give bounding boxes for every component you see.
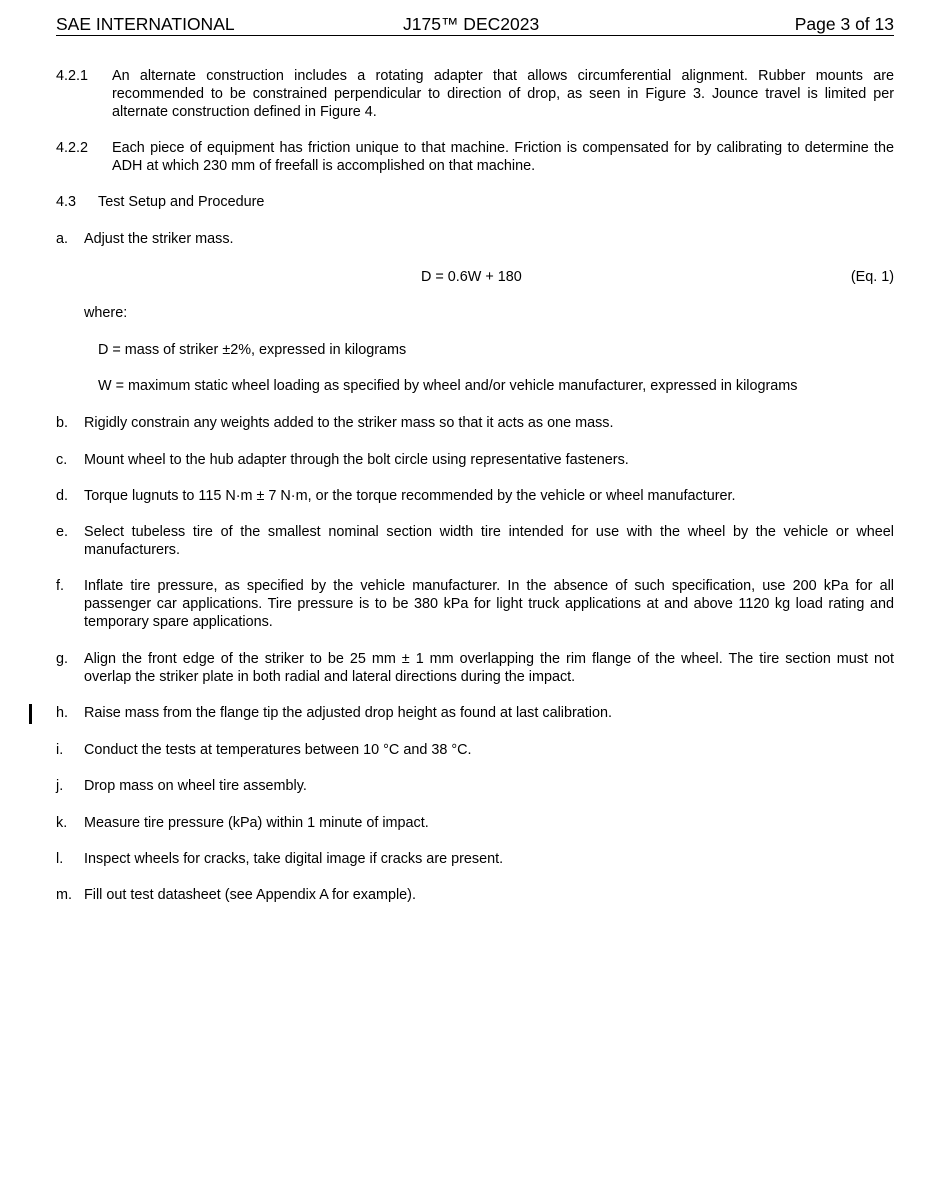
step-text: Rigidly constrain any weights added to the striker mass so that it acts as one mass. [84,415,614,431]
step-text: Torque lugnuts to 115 N·m ± 7 N·m, or the torque recommended by the vehicle or wheel manufacturer. [84,488,736,504]
step-label: h. [56,705,69,721]
section-title: Test Setup and Procedure [98,194,265,210]
step-text: Align the front edge of the striker to be 25 mm ± 1 mm overlapping the rim flange of the wheel. The tire section must not overlap the striker plate in both radial and lateral directions during the impact. [84,651,894,686]
header-document-id: J175™ DEC2023 [403,14,540,34]
section-text: Each piece of equipment has friction unique to that machine. Friction is compensated for by calibrating to determine the ADH at which 230 mm of freefall is accomplished on that machine. [112,140,894,175]
definition-d: D = mass of striker ±2%, expressed in kilograms [98,342,407,358]
step-label: d. [56,488,69,504]
equation-label: (Eq. 1) [850,269,894,285]
step-text: Inspect wheels for cracks, take digital image if cracks are present. [84,851,504,867]
step-text: Mount wheel to the hub adapter through the bolt circle using representative fasteners. [84,452,629,468]
header-page-number: Page 3 of 13 [794,14,894,34]
step-text: Fill out test datasheet (see Appendix A for example). [84,887,416,903]
definition-w: W = maximum static wheel loading as specified by wheel and/or vehicle manufacturer, expressed in kilograms [98,378,798,394]
step-text: Measure tire pressure (kPa) within 1 minute of impact. [84,815,429,831]
header-organization: SAE INTERNATIONAL [56,14,235,34]
step-label: f. [56,578,64,594]
step-text: Select tubeless tire of the smallest nominal section width tire intended for use with the wheel by the vehicle or wheel manufacturers. [84,524,894,559]
step-label: l. [56,851,64,867]
step-text: Conduct the tests at temperatures between 10 °C and 38 °C. [84,742,472,758]
step-text: Raise mass from the flange tip the adjusted drop height as found at last calibration. [84,705,612,721]
step-text: Adjust the striker mass. [84,231,234,247]
step-label: k. [56,815,68,831]
section-text: An alternate construction includes a rotating adapter that allows circumferential alignment. Rubber mounts are recommended to be constrained perpendicular to direction of drop, as seen in Figure 3. Jounce travel is limited per alternate construction defined in Figure 4. [112,68,894,121]
section-number: 4.3 [56,194,77,210]
step-text: Drop mass on wheel tire assembly. [84,778,307,794]
step-label: g. [56,651,69,667]
step-label: a. [56,231,69,247]
section-number: 4.2.1 [56,68,89,84]
step-label: j. [56,778,64,794]
step-text: Inflate tire pressure, as specified by the vehicle manufacturer. In the absence of such specification, use 200 kPa for all passenger car applications. Tire pressure is to be 380 kPa for light truck applications at and above 1120 kg load rating and temporary spare applications. [84,578,894,631]
equation-formula: D = 0.6W + 180 [421,269,522,285]
step-label: i. [56,742,64,758]
step-label: m. [56,887,72,903]
section-number: 4.2.2 [56,140,89,156]
step-label: b. [56,415,69,431]
equation-where: where: [84,305,128,321]
step-label: e. [56,524,69,540]
step-label: c. [56,452,68,468]
page-header [56,13,894,36]
revision-change-bar [29,704,32,724]
